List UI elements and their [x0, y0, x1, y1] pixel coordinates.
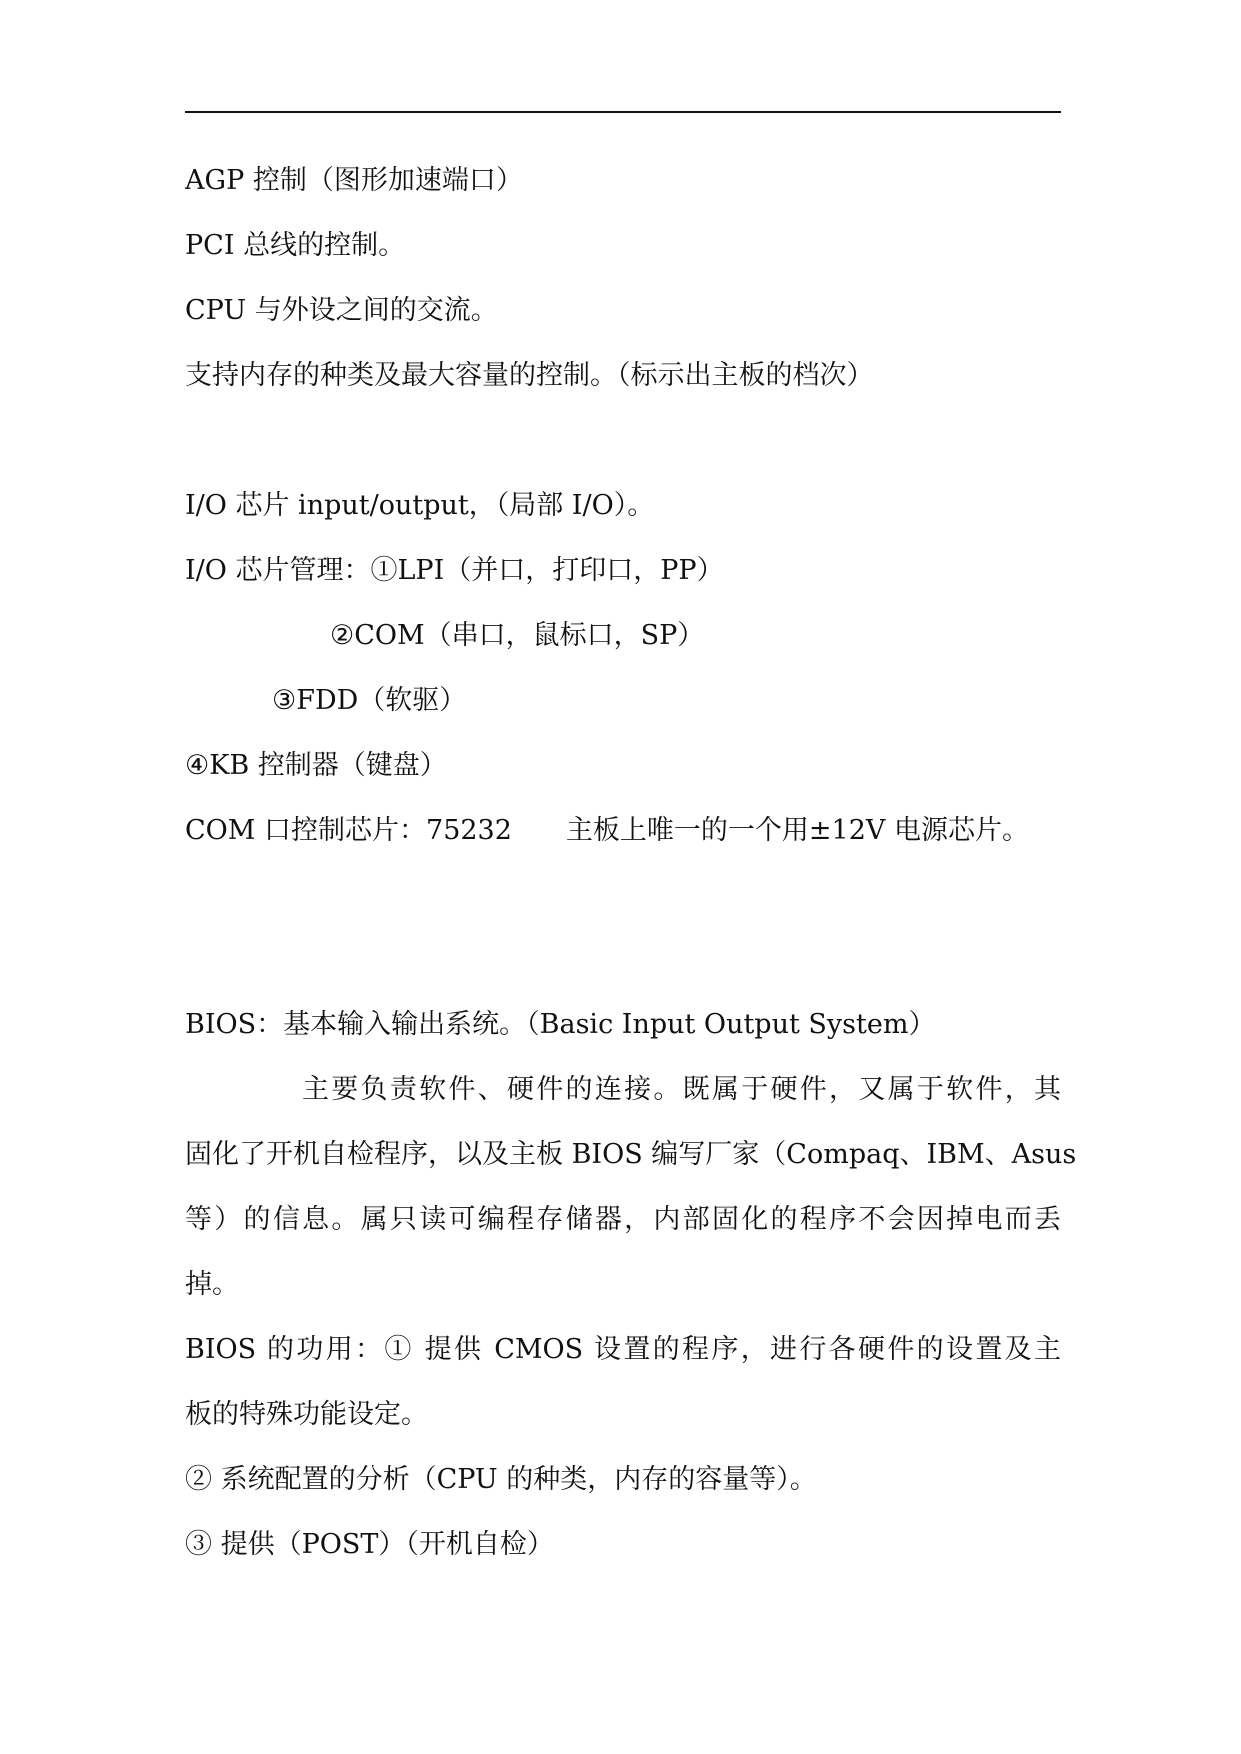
- text-line-bios-function-1: BIOS 的功用：① 提供 CMOS 设置的程序，进行各硬件的设置及主: [185, 1334, 1061, 1365]
- text-line-bios-function-3: ③ 提供（POST）（开机自检）: [185, 1529, 554, 1560]
- text-line-pci: PCI 总线的控制。: [185, 230, 406, 261]
- text-line-bios-desc-4: 掉。: [185, 1269, 239, 1300]
- text-line-agp: AGP 控制（图形加速端口）: [185, 165, 523, 196]
- text-line-bios-title: BIOS：基本输入输出系统。（Basic Input Output System）: [185, 1009, 936, 1040]
- text-line-bios-desc-2: 固化了开机自检程序，以及主板 BIOS 编写厂家（Compaq、IBM、Asus: [185, 1139, 1077, 1170]
- text-line-bios-desc-1: 主要负责软件、硬件的连接。既属于硬件，又属于软件，其: [302, 1074, 1061, 1105]
- text-line-com-chip: COM 口控制芯片：75232 主板上唯一的一个用±12V 电源芯片。: [185, 815, 1029, 846]
- text-line-io-chip: I/O 芯片 input/output，（局部 I/O）。: [185, 490, 655, 521]
- text-line-memory: 支持内存的种类及最大容量的控制。（标示出主板的档次）: [185, 360, 874, 391]
- text-line-kb: ④KB 控制器（键盘）: [185, 750, 447, 781]
- text-line-bios-function-1-cont: 板的特殊功能设定。: [185, 1399, 428, 1430]
- text-line-bios-function-2: ② 系统配置的分析（CPU 的种类，内存的容量等）。: [185, 1464, 817, 1495]
- text-line-bios-desc-3: 等）的信息。属只读可编程存储器，内部固化的程序不会因掉电而丢: [185, 1204, 1061, 1235]
- text-line-io-management: I/O 芯片管理：①LPI（并口，打印口，PP）: [185, 555, 724, 586]
- header-rule: [185, 111, 1061, 113]
- text-line-com: ②COM（串口，鼠标口，SP）: [330, 620, 705, 651]
- text-line-fdd: ③FDD（软驱）: [272, 685, 467, 716]
- text-line-cpu: CPU 与外设之间的交流。: [185, 295, 498, 326]
